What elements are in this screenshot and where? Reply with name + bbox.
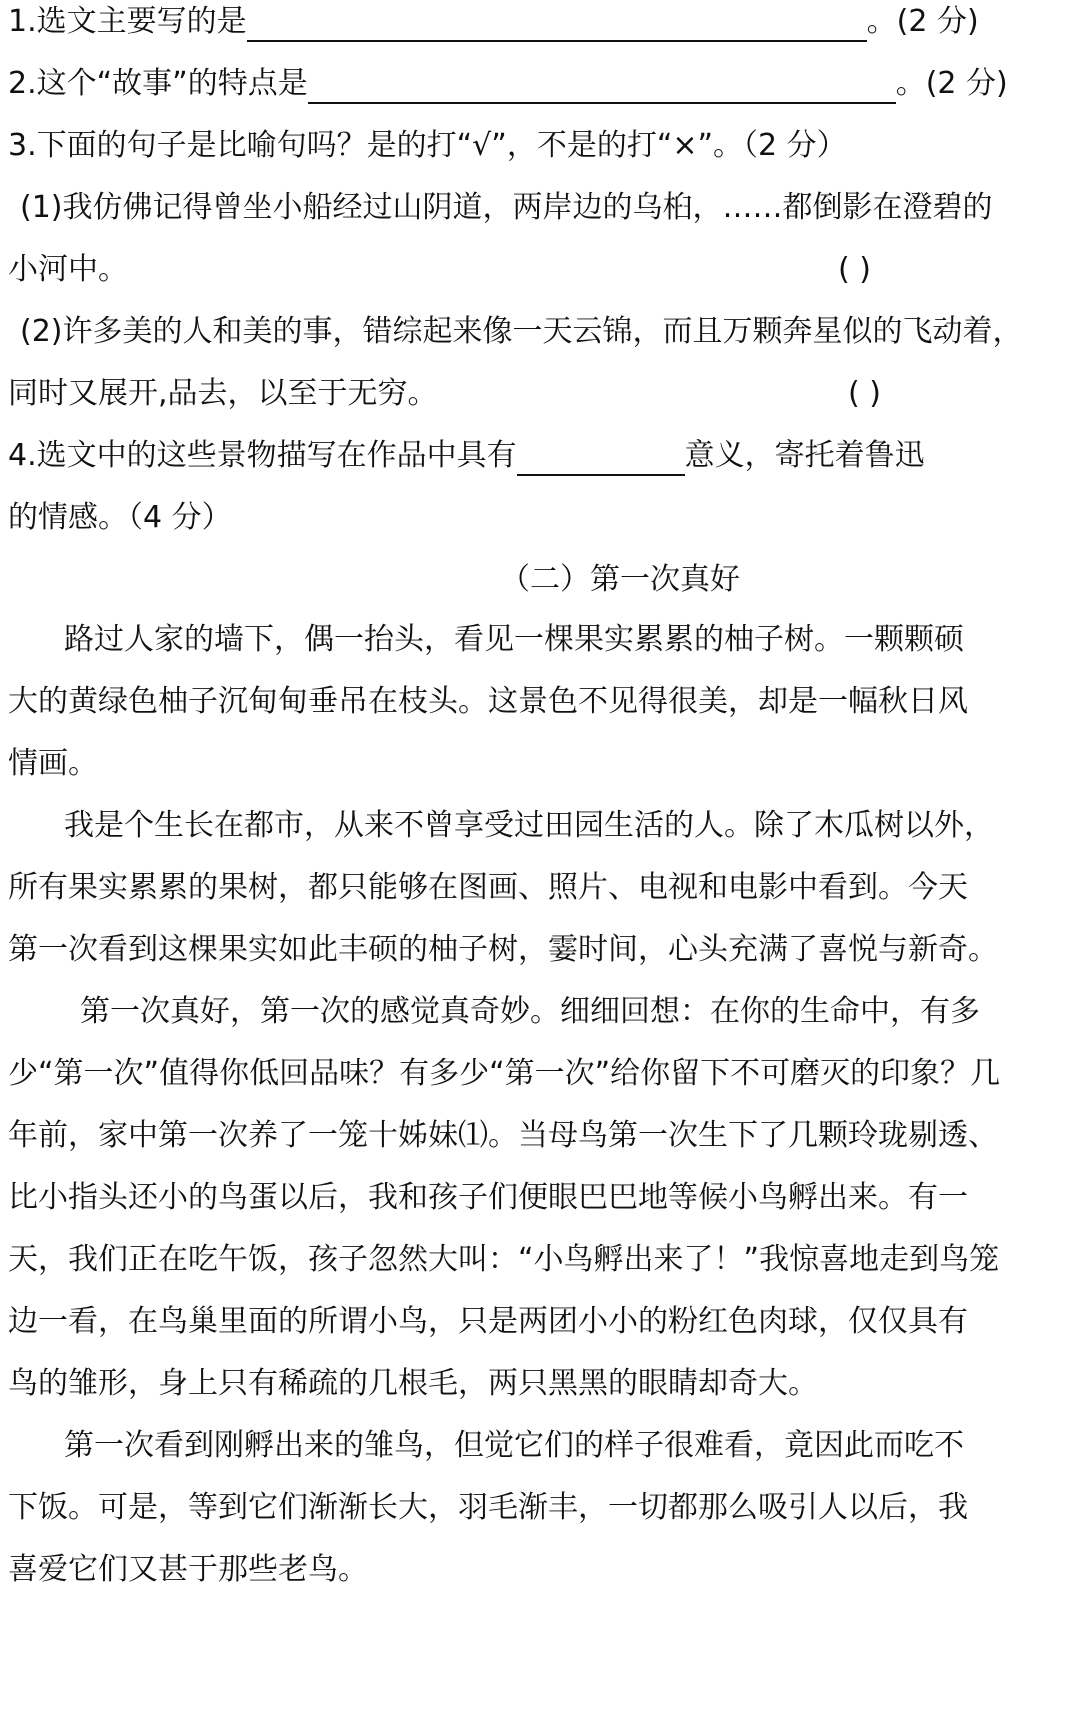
paragraph-line: 情画。 [8,746,98,781]
paragraph-line: 年前，家中第一次养了一笼十姊妹⑴。当母鸟第一次生下了几颗玲珑剔透、 [8,1118,998,1153]
paragraph-line: 第一次真好，第一次的感觉真奇妙。细细回想：在你的生命中，有多 [80,994,980,1029]
question-4-line-2: 的情感。（4 分） [8,500,232,535]
paragraph-line: 边一看，在鸟巢里面的所谓小鸟，只是两团小小的粉红色肉球，仅仅具有 [8,1304,968,1339]
question-4-suffix: 意义，寄托着鲁迅 [684,438,925,473]
paragraph-line: 大的黄绿色柚子沉甸甸垂吊在枝头。这景色不见得很美，却是一幅秋日风 [8,684,968,719]
paragraph-line: 鸟的雏形，身上只有稀疏的几根毛，两只黑黑的眼睛却奇大。 [8,1366,818,1401]
answer-bracket-1[interactable]: ( ) [838,252,871,287]
paragraph-line: 喜爱它们又甚于那些老鸟。 [8,1552,368,1587]
paragraph-line: 所有果实累累的果树，都只能够在图画、照片、电视和电影中看到。今天 [8,870,968,905]
paragraph-line: 下饭。可是，等到它们渐渐长大，羽毛渐丰，一切都那么吸引人以后，我 [8,1490,968,1525]
question-2 [8,64,1072,104]
question-4 [8,436,1072,476]
question-3-stem: 3.下面的句子是比喻句吗？是的打“√”，不是的打“×”。（2 分） [8,128,847,163]
question-3-sentence-1a: (1)我仿佛记得曾坐小船经过山阴道，两岸边的乌桕，……都倒影在澄碧的 [20,190,993,225]
question-1-prefix: 1.选文主要写的是 [8,4,247,39]
question-3-sentence-2a: (2)许多美的人和美的事，错综起来像一天云锦，而且万颗奔星似的飞动着， [20,314,1023,349]
answer-blank-4[interactable] [517,440,685,476]
paragraph-line: 第一次看到这棵果实如此丰硕的柚子树，霎时间，心头充满了喜悦与新奇。 [8,932,998,967]
answer-blank-1[interactable] [247,6,867,42]
question-2-suffix: 。(2 分) [895,66,1008,101]
paragraph-line: 比小指头还小的鸟蛋以后，我和孩子们便眼巴巴地等候小鸟孵出来。有一 [8,1180,968,1215]
section-title: （二）第一次真好 [500,562,740,597]
question-2-prefix: 2.这个“故事”的特点是 [8,66,308,101]
question-3-sentence-2b: 同时又展开,品去，以至于无穷。 [8,376,438,411]
paragraph-line: 少“第一次”值得你低回品味？有多少“第一次”给你留下不可磨灭的印象？几 [8,1056,1001,1091]
answer-bracket-2[interactable]: ( ) [848,376,881,411]
paragraph-line: 第一次看到刚孵出来的雏鸟，但觉它们的样子很难看，竟因此而吃不 [64,1428,964,1463]
answer-blank-2[interactable] [308,68,896,104]
paragraph-line: 路过人家的墙下，偶一抬头，看见一棵果实累累的柚子树。一颗颗硕 [64,622,964,657]
question-1 [8,2,1072,42]
question-3-sentence-1b: 小河中。 [8,252,128,287]
question-4-prefix: 4.选文中的这些景物描写在作品中具有 [8,438,517,473]
paragraph-line: 天，我们正在吃午饭，孩子忽然大叫：“小鸟孵出来了！”我惊喜地走到鸟笼 [8,1242,1000,1277]
question-1-suffix: 。(2 分) [866,4,979,39]
paragraph-line: 我是个生长在都市，从来不曾享受过田园生活的人。除了木瓜树以外， [64,808,994,843]
